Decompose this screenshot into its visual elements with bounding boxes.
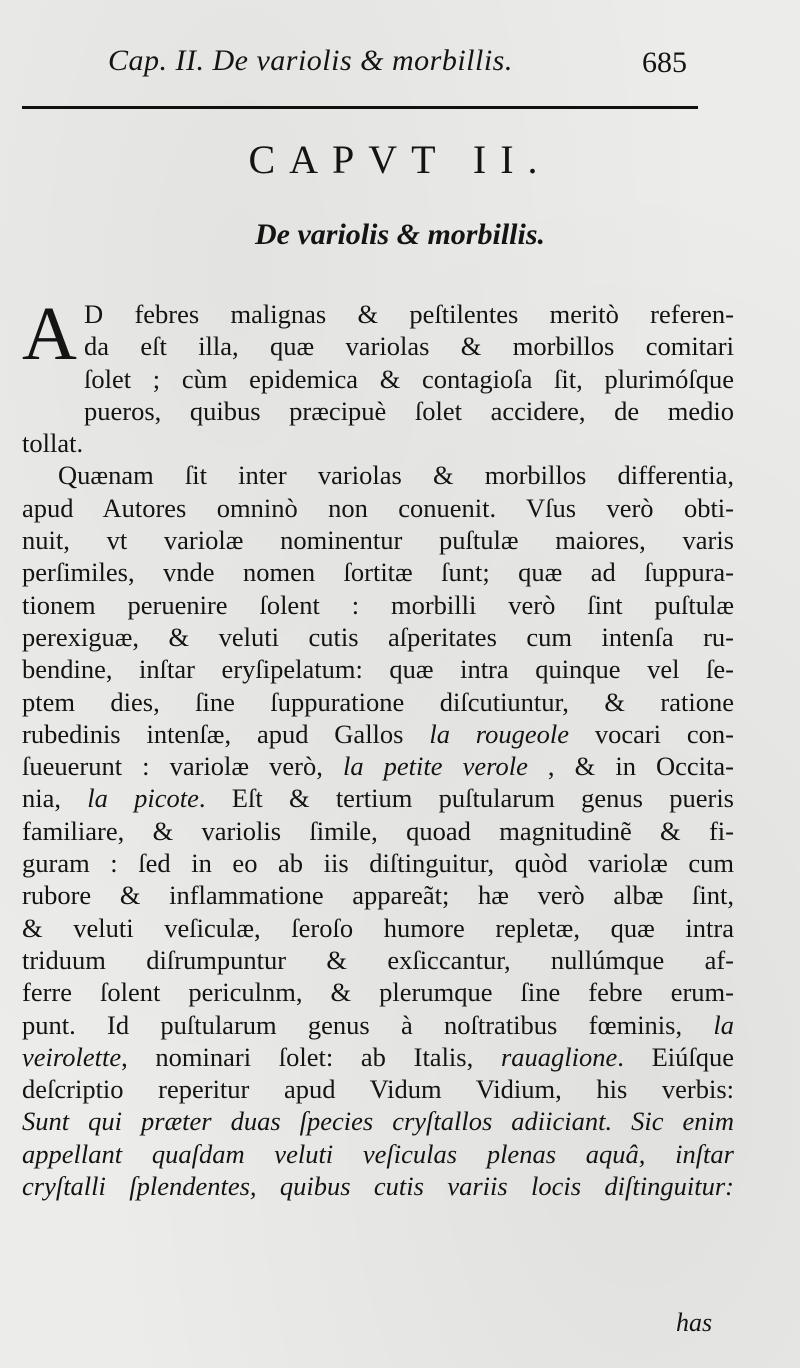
italic-phrase: veirolette <box>22 1041 122 1072</box>
text-run: punt. Id puſtularum genus à noſtratibus fœminis, <box>22 1009 714 1040</box>
catchword: has <box>676 1308 713 1337</box>
text-run: nia, <box>22 783 88 814</box>
italic-phrase: la picote <box>87 783 199 814</box>
page-number: 685 <box>642 46 687 79</box>
text-line <box>22 750 734 782</box>
text-line <box>22 782 734 814</box>
text-run: Quænam ſit inter variolas & morbillos differentia, <box>58 460 734 491</box>
text-run: tionem peruenire ſolent : morbilli verò ſint puſtulæ <box>22 589 734 620</box>
header-rule <box>22 106 698 109</box>
text-run: . Eiúſque <box>617 1041 734 1072</box>
chapter-title: CAPVT II. <box>248 137 552 182</box>
text-line <box>22 879 734 911</box>
text-line <box>22 815 734 847</box>
text-run: pueros, quibus præcipuè ſolet accidere, de medio <box>84 395 734 426</box>
text-line <box>22 1041 734 1073</box>
text-line <box>22 1009 734 1041</box>
running-head: Cap. II. De variolis & morbillis. <box>108 44 513 77</box>
drop-cap: A <box>22 292 77 376</box>
text-run: perſimiles, vnde nomen ſortitæ ſunt; quæ ad ſuppura- <box>22 557 734 588</box>
text-run: bendine, inſtar eryſipelatum: quæ intra quinque vel ſe- <box>22 654 734 685</box>
text-run: , & in Occita- <box>527 751 734 782</box>
italic-phrase: la petite verole <box>342 751 528 782</box>
text-run: ferre ſolent periculnm, & plerumque ſine febre erum- <box>22 977 734 1008</box>
text-run: Sunt qui præter duas ſpecies cryſtallos adiiciant. Sic enim <box>22 1106 734 1137</box>
italic-phrase: la <box>713 1009 734 1040</box>
text-line <box>22 718 734 750</box>
text-line <box>22 298 734 330</box>
text-line <box>22 653 734 685</box>
text-line <box>22 556 734 588</box>
text-run: & veluti veſiculæ, ſeroſo humore repletæ, quæ intra <box>22 912 734 943</box>
text-run: deſcriptio reperitur apud Vidum Vidium, his verbis: <box>22 1074 734 1105</box>
page-header <box>0 44 800 94</box>
text-run: rubore & inflammatione appareãt; hæ verò albæ ſint, <box>22 880 734 911</box>
text-run: tollat. <box>22 428 84 459</box>
text-run: guram : ſed in eo ab iis diſtinguitur, quòd variolæ cum <box>22 848 734 879</box>
text-run: , nominari ſolet: ab Italis, <box>121 1041 501 1072</box>
text-run: triduum diſrumpuntur & exſiccantur, nullúmque af- <box>22 944 734 975</box>
text-line <box>22 492 734 524</box>
text-run: . Eſt & tertium puſtularum genus pueris <box>198 783 734 814</box>
text-line <box>22 621 734 653</box>
italic-phrase: rauaglione <box>500 1041 618 1072</box>
text-run: cryſtalli ſplendentes, quibus cutis variis locis diſtinguitur: <box>22 1171 734 1202</box>
text-line <box>22 524 734 556</box>
text-run: D febres malignas & peſtilentes meritò referen- <box>84 299 734 329</box>
text-line <box>22 395 734 427</box>
text-line <box>22 686 734 718</box>
text-line <box>22 330 734 362</box>
text-run: apud Autores omninò non conuenit. Vſus verò obti- <box>22 492 734 523</box>
text-run: ſueuerunt : variolæ verò, <box>22 751 343 782</box>
text-run: nuit, vt variolæ nominentur puſtulæ maiores, varis <box>22 525 734 556</box>
text-run: familiare, & variolis ſimile, quoad magnitudinẽ & fi- <box>22 815 734 846</box>
text-line <box>22 944 734 976</box>
text-line <box>22 912 734 944</box>
text-line <box>22 847 734 879</box>
text-run: ſolet ; cùm epidemica & contagioſa ſit, plurimóſque <box>84 363 734 394</box>
text-run: appellant quaſdam veluti veſiculas plenas aquâ, inſtar <box>22 1138 734 1169</box>
text-run: perexiguæ, & veluti cutis aſperitates cum intenſa ru- <box>22 621 734 652</box>
text-run: vocari con- <box>569 718 734 749</box>
text-line <box>22 1138 734 1170</box>
text-line <box>22 1170 734 1202</box>
text-line <box>22 427 734 459</box>
text-line <box>22 976 734 1008</box>
text-line <box>22 1105 734 1137</box>
text-run: da eſt illa, quæ variolas & morbillos comitari <box>84 331 734 362</box>
chapter-subtitle: De variolis & morbillis. <box>254 218 545 251</box>
text-line <box>22 363 734 395</box>
text-line <box>22 459 734 491</box>
body-text <box>22 292 734 1202</box>
text-run: ptem dies, ſine ſuppuratione diſcutiuntur, & ratione <box>22 686 734 717</box>
text-line <box>22 589 734 621</box>
italic-phrase: la rougeole <box>429 718 569 749</box>
text-line <box>22 1073 734 1105</box>
text-run: rubedinis intenſæ, apud Gallos <box>22 718 430 749</box>
